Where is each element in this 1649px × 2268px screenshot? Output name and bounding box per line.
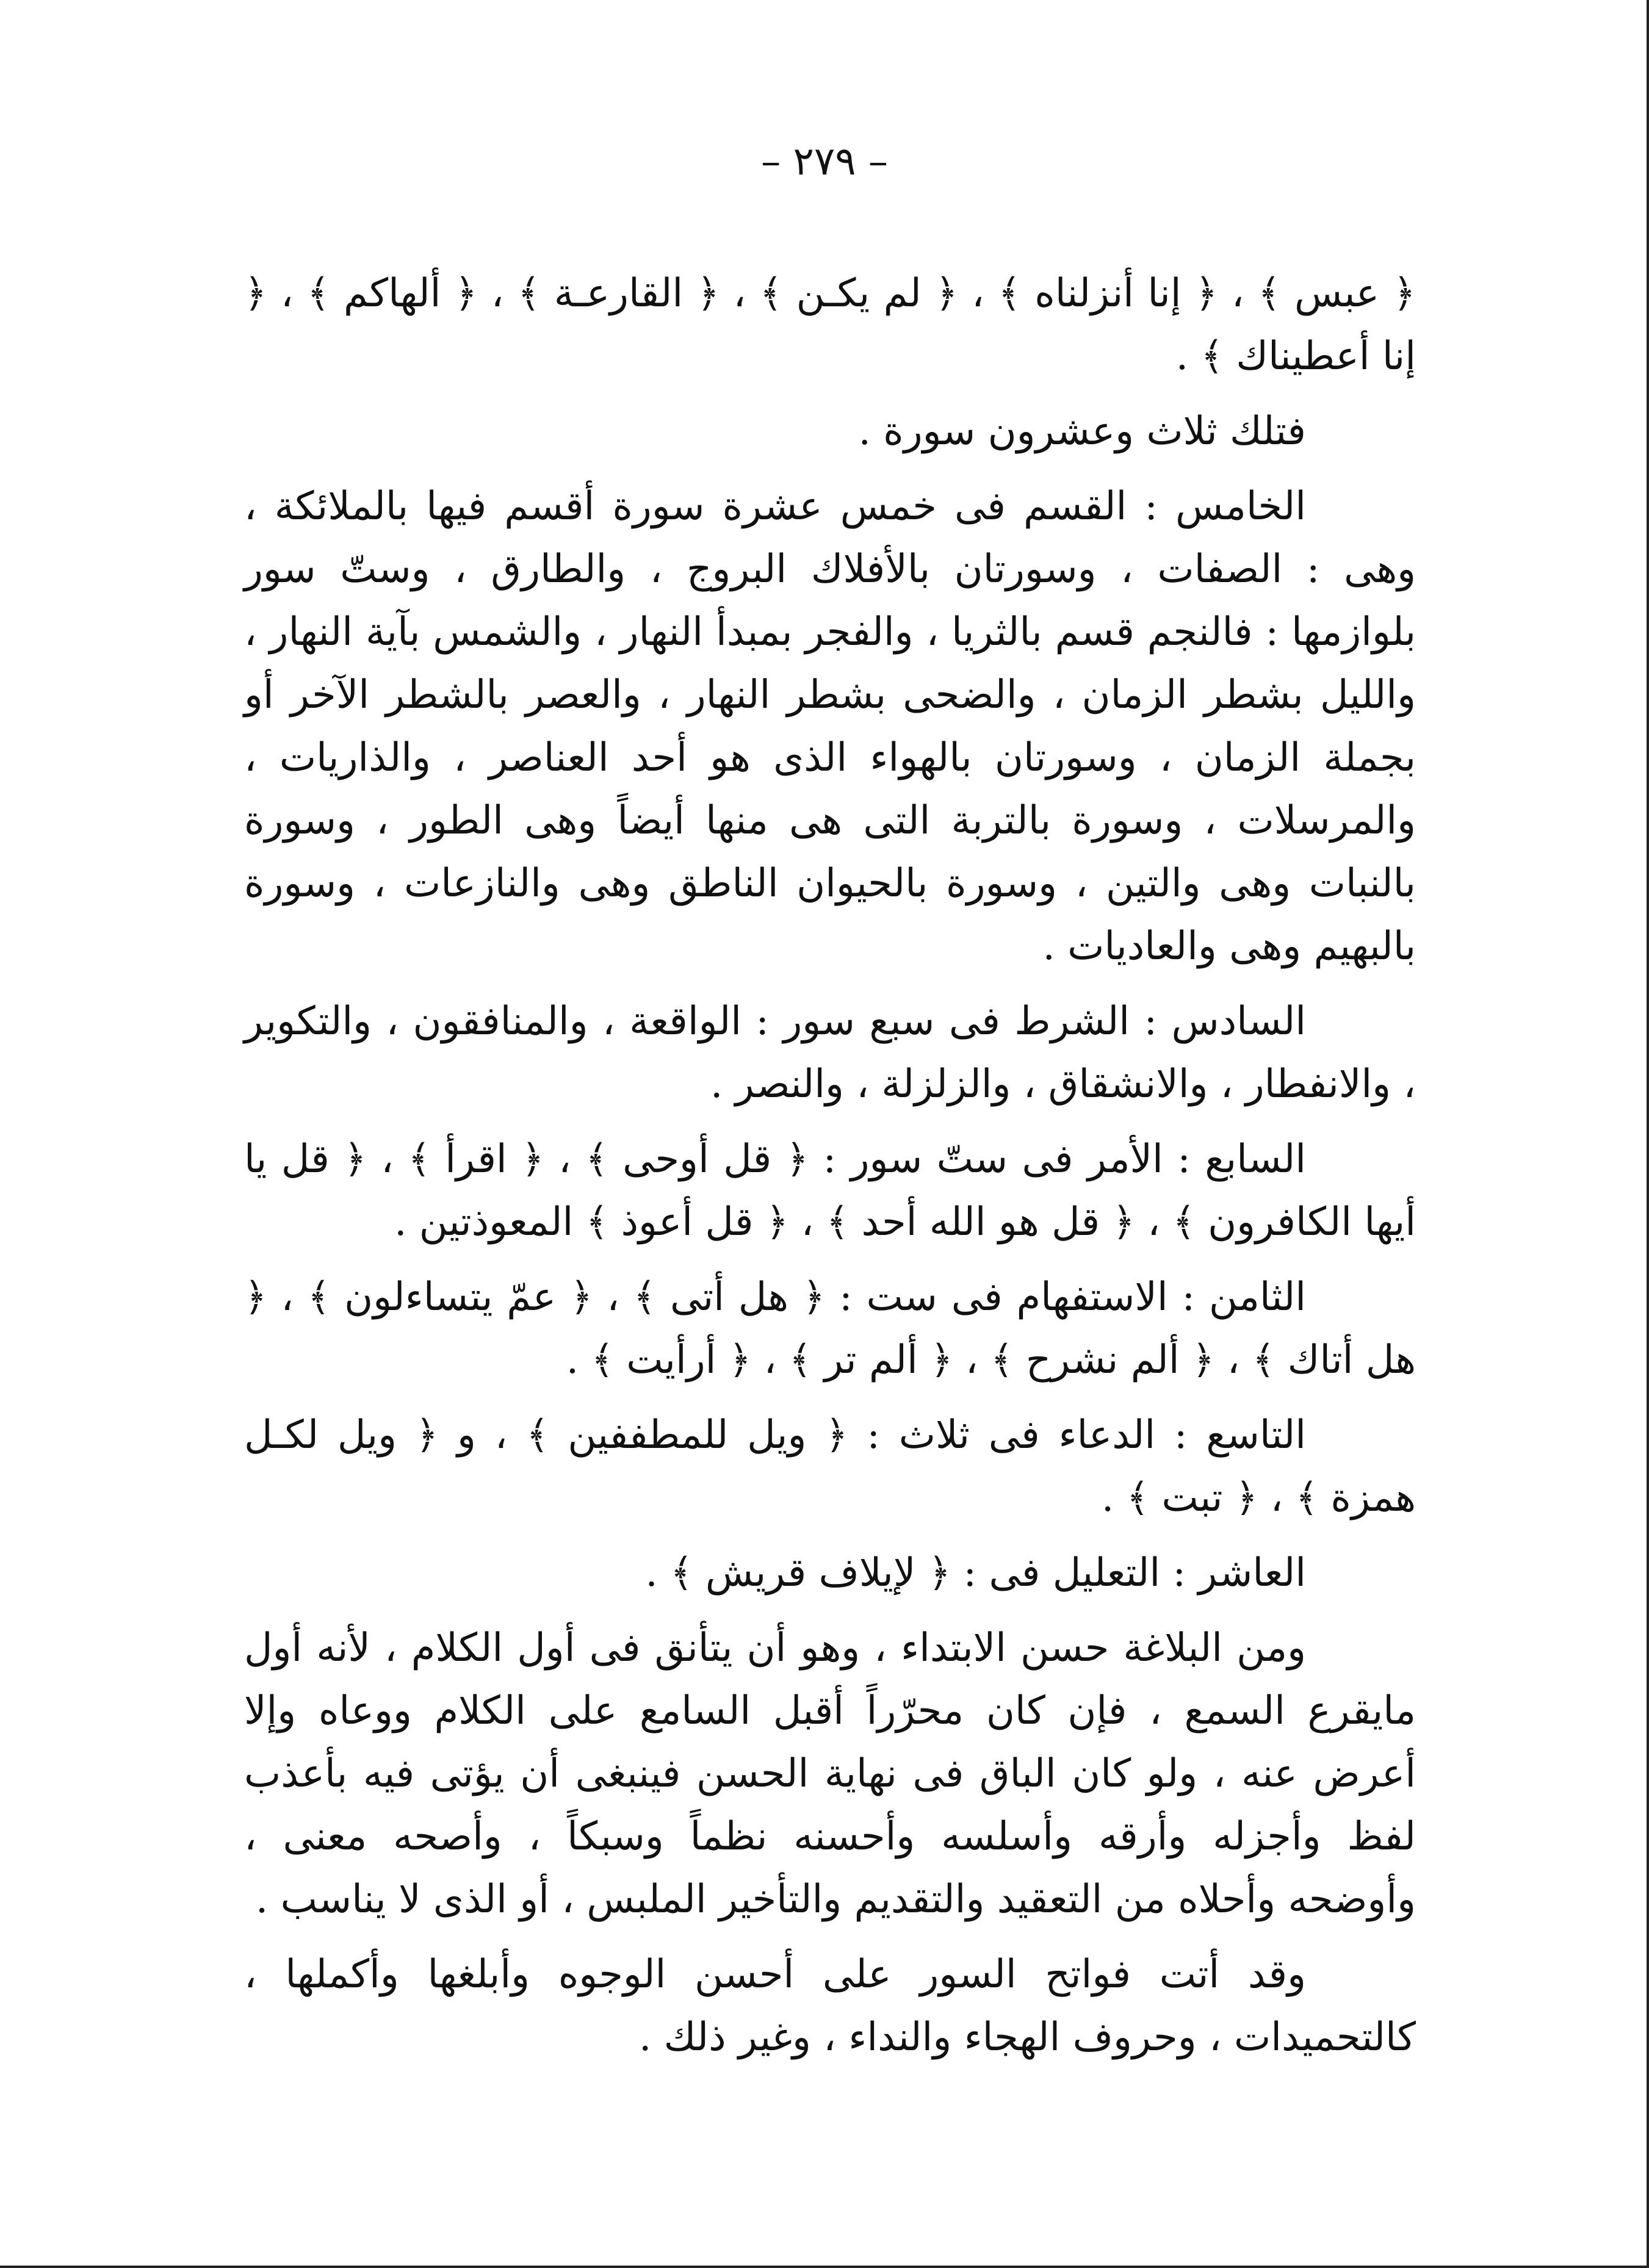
paragraph-fifth-oath: الخامس : القسم فى خمس عشرة سورة أقسم فيها بالملائكة ، وهى : الصفات ، وسورتان بالأفلاك البروج ، والطارق ، وستّ سور بلوازمها : فالنجم قسم بالثريا ، والفجر بمبدأ النهار ، والشمس بآية النهار ، والليل بشطر الزمان ، والضحى بشطر النهار ، والعصر بالشطر الآخر أو بجملة الزمان ، وسورتان بالهواء الذى هو أحد العناصر ، والذاريات ، والمرسلات ، وسورة بالتربة التى هى منها أيضاً وهى الطور ، وسورة بالنبات وهى والتين ، وسورة بالحيوان الناطق وهى والنازعات ، وسورة بالبهيم وهى والعاديات . [244, 484, 1416, 969]
scan-border-bottom [0, 2266, 1649, 2268]
text-body [244, 262, 1416, 2081]
paragraph-surah-list-end: ﴿ عبس ﴾ ، ﴿ إنا أنزلناه ﴾ ، ﴿ لم يكـن ﴾ ، ﴿ القارعـة ﴾ ، ﴿ ألهاكم ﴾ ، ﴿ إنا أعطيناك ﴾ . [244, 271, 1416, 379]
paragraph-eighth-question: الثامن : الاستفهام فى ست : ﴿ هل أتى ﴾ ، ﴿ عمّ يتساءلون ﴾ ، ﴿ هل أتاك ﴾ ، ﴿ ألم نشرح ﴾ ، ﴿ ألم تر ﴾ ، ﴿ أرأيت ﴾ . [244, 1275, 1416, 1383]
paragraph-tenth-reasoning: العاشر : التعليل فى : ﴿ لإيلاف قريش ﴾ . [645, 1550, 1306, 1596]
paragraph-sixth-condition: السادس : الشرط فى سبع سور : الواقعة ، والمنافقون ، والتكوير ، والانفطار ، والانشقاق ، والزلزلة ، والنصر . [244, 999, 1416, 1107]
paragraph-eloquent-opening: ومن البلاغة حسن الابتداء ، وهو أن يتأنق فى أول الكلام ، لأنه أول مايقرع السمع ، فإن كان محرّراً أقبل السامع على الكلام ووعاه وإلا أعرض عنه ، ولو كان الباق فى نهاية الحسن فينبغى أن يؤتى فيه بأعذب لفظ وأجزله وأرقه وأسلسه وأحسنه نظماً وسبكاً ، وأصحه معنى ، وأوضحه وأحلاه من التعقيد والتقديم والتأخير الملبس ، أو الذى لا يناسب . [244, 1625, 1416, 1922]
paragraph-ninth-supplication: التاسع : الدعاء فى ثلاث : ﴿ ويل للمطففين ﴾ ، و ﴿ ويل لكـل همزة ﴾ ، ﴿ تبت ﴾ . [244, 1413, 1416, 1521]
paragraph-surah-openings: وقد أتت فواتح السور على أحسن الوجوه وأبلغها وأكملها ، كالتحميدات ، وحروف الهجاء والنداء ، وغير ذلك . [244, 1952, 1416, 2060]
paragraph-seventh-command: السابع : الأمر فى ستّ سور : ﴿ قل أوحى ﴾ ، ﴿ اقرأ ﴾ ، ﴿ قل يا أيها الكافرون ﴾ ، ﴿ قل هو الله أحد ﴾ ، ﴿ قل أعوذ ﴾ المعوذتين . [244, 1137, 1416, 1245]
paragraph-total-count: فتلك ثلاث وعشرون سورة . [858, 409, 1306, 454]
scan-border-right [1647, 0, 1649, 2268]
page-number: – ٢٧٩ – [761, 139, 888, 184]
